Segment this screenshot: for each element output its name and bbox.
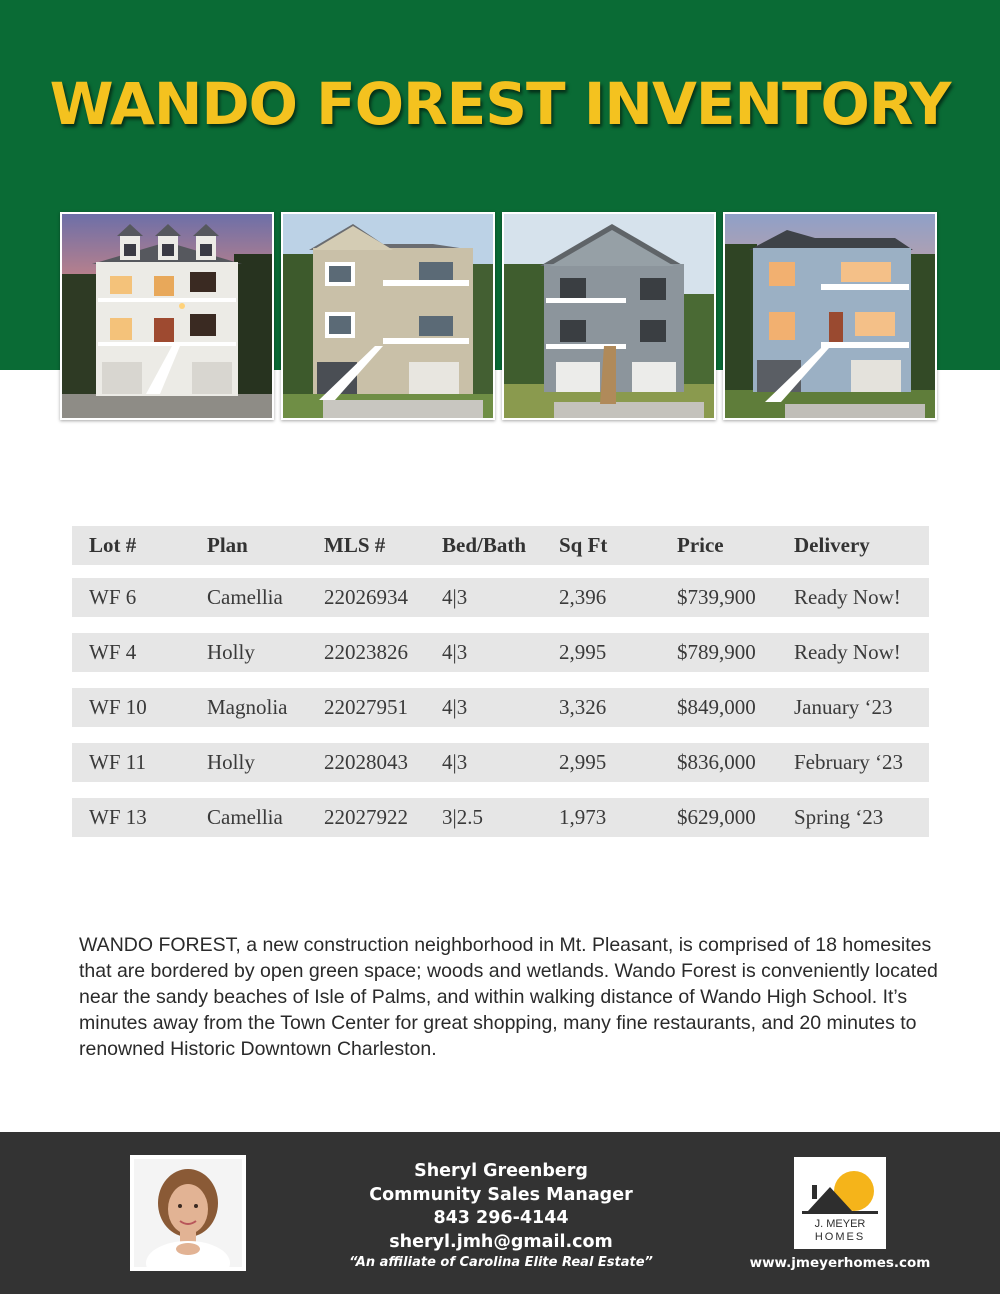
cell-bed-bath: 4|3 bbox=[442, 695, 468, 719]
cell-mls: 22026934 bbox=[324, 585, 408, 609]
header-delivery: Delivery bbox=[794, 533, 870, 557]
table-row bbox=[72, 578, 929, 617]
header-bed-bath: Bed/Bath bbox=[442, 533, 527, 557]
contact-role: Community Sales Manager bbox=[369, 1184, 633, 1205]
table-row bbox=[72, 688, 929, 727]
house-photo-4 bbox=[723, 212, 937, 420]
page-title: WANDO FOREST INVENTORY bbox=[49, 70, 951, 138]
cell-sq-ft: 1,973 bbox=[559, 805, 607, 829]
cell-plan: Camellia bbox=[207, 585, 283, 609]
cell-mls: 22028043 bbox=[324, 750, 408, 774]
header-plan: Plan bbox=[207, 533, 248, 557]
header-mls: MLS # bbox=[324, 533, 386, 557]
cell-plan: Magnolia bbox=[207, 695, 288, 719]
contact-affiliation: “An affiliate of Carolina Elite Real Estate” bbox=[349, 1255, 653, 1270]
cell-plan: Holly bbox=[207, 640, 255, 664]
contact-phone[interactable]: 843 296-4144 bbox=[433, 1208, 569, 1228]
cell-lot: WF 11 bbox=[89, 750, 146, 774]
cell-sq-ft: 2,396 bbox=[559, 585, 607, 609]
cell-plan: Holly bbox=[207, 750, 255, 774]
table-row bbox=[72, 633, 929, 672]
cell-mls: 22027922 bbox=[324, 805, 408, 829]
cell-bed-bath: 4|3 bbox=[442, 585, 468, 609]
agent-photo bbox=[130, 1155, 246, 1271]
cell-price: $836,000 bbox=[677, 750, 756, 774]
contact-email[interactable]: sheryl.jmh@gmail.com bbox=[389, 1231, 613, 1252]
cell-price: $629,000 bbox=[677, 805, 756, 829]
cell-mls: 22023826 bbox=[324, 640, 408, 664]
community-description: WANDO FOREST, a new construction neighborhood in Mt. Pleasant, is comprised of 18 homesites that are bordered by open green space; woods and wetlands. Wando Forest is conveniently located near the sandy beaches of Isle of Palms, and within walking distance of Wando High School. It’s minutes away from the Town Center for great shopping, many fine restaurants, and 20 minutes to renowned Historic Downtown Charleston. bbox=[79, 934, 938, 1060]
table-header-row bbox=[72, 526, 929, 565]
header-price: Price bbox=[677, 533, 724, 557]
cell-bed-bath: 4|3 bbox=[442, 750, 468, 774]
header-sq-ft: Sq Ft bbox=[559, 533, 608, 557]
cell-mls: 22027951 bbox=[324, 695, 408, 719]
cell-delivery: Ready Now! bbox=[794, 640, 901, 664]
cell-delivery: February ‘23 bbox=[794, 750, 904, 774]
photo-strip bbox=[60, 212, 942, 420]
house-photo-2 bbox=[281, 212, 495, 420]
cell-sq-ft: 2,995 bbox=[559, 640, 607, 664]
cell-lot: WF 4 bbox=[89, 640, 137, 664]
website-link[interactable]: www.jmeyerhomes.com bbox=[749, 1255, 931, 1271]
cell-lot: WF 13 bbox=[89, 805, 147, 829]
contact-block bbox=[300, 1160, 702, 1272]
cell-delivery: Ready Now! bbox=[794, 585, 901, 609]
house-photo-3 bbox=[502, 212, 716, 420]
cell-sq-ft: 3,326 bbox=[559, 695, 607, 719]
house-photo-1 bbox=[60, 212, 274, 420]
logo-line1: J. MEYER bbox=[814, 1218, 866, 1230]
cell-price: $789,900 bbox=[677, 640, 756, 664]
cell-lot: WF 10 bbox=[89, 695, 147, 719]
cell-sq-ft: 2,995 bbox=[559, 750, 607, 774]
cell-price: $739,900 bbox=[677, 585, 756, 609]
cell-delivery: Spring ‘23 bbox=[794, 805, 884, 829]
header-lot: Lot # bbox=[89, 533, 137, 557]
table-row bbox=[72, 743, 929, 782]
table-row bbox=[72, 798, 929, 837]
cell-price: $849,000 bbox=[677, 695, 756, 719]
cell-bed-bath: 4|3 bbox=[442, 640, 468, 664]
cell-bed-bath: 3|2.5 bbox=[442, 805, 483, 829]
cell-delivery: January ‘23 bbox=[794, 695, 893, 719]
company-logo bbox=[794, 1157, 886, 1249]
cell-plan: Camellia bbox=[207, 805, 283, 829]
contact-name: Sheryl Greenberg bbox=[414, 1161, 588, 1181]
logo-line2: HOMES bbox=[814, 1231, 866, 1243]
cell-lot: WF 6 bbox=[89, 585, 137, 609]
